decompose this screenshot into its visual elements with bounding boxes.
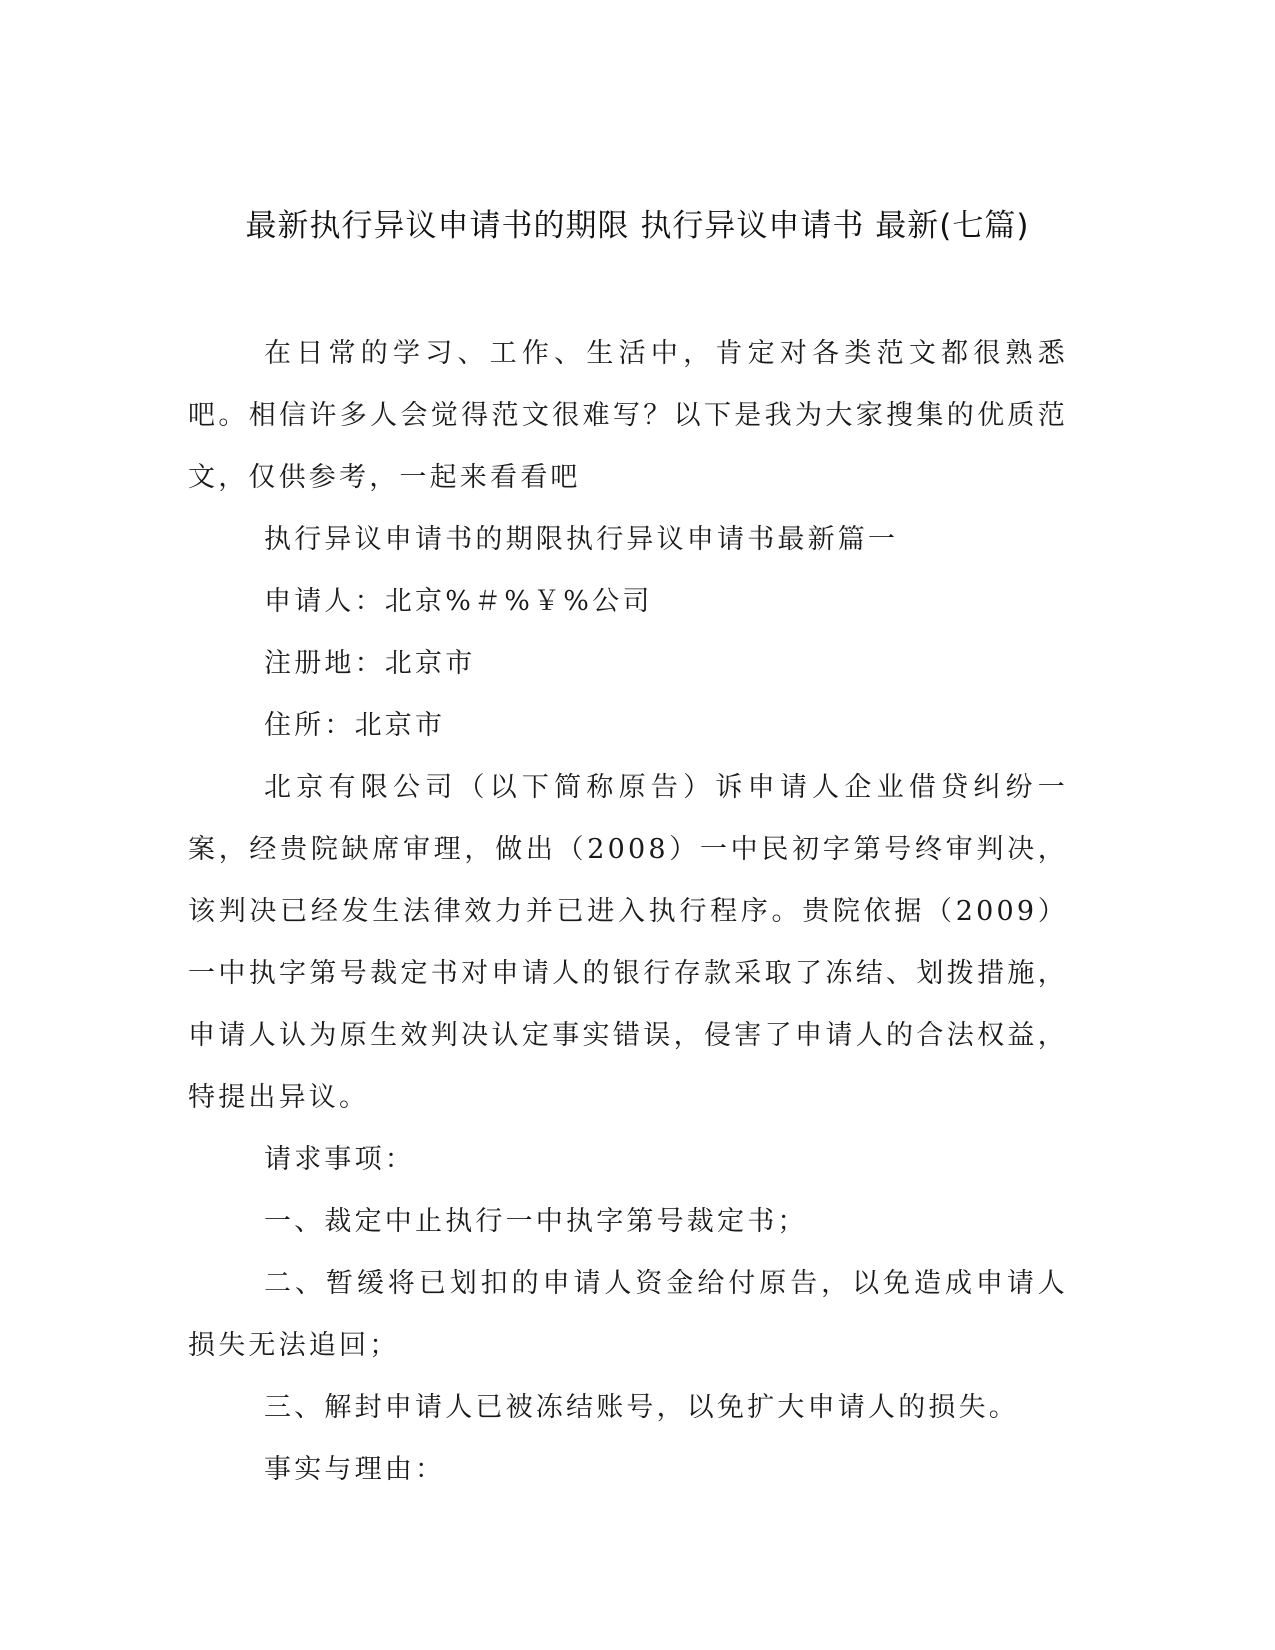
document-body	[188, 323, 1068, 1501]
request-item-2: 二、暂缓将已划扣的申请人资金给付原告，以免造成申请人损失无法追回；	[188, 1268, 1068, 1361]
document-title: 最新执行异议申请书的期限 执行异议申请书 最新(七篇)	[245, 208, 1030, 244]
case-background-paragraph: 北京有限公司（以下简称原告）诉申请人企业借贷纠纷一案，经贵院缺席审理，做出（2008）一中民初字第号终审判决，该判决已经发生法律效力并已进入执行程序。贵院依据（2009）一中执字第号裁定书对申请人的银行存款采取了冻结、划拨措施，申请人认为原生效判决认定事实错误，侵害了申请人的合法权益，特提出异议。	[188, 772, 1068, 1113]
request-item-3: 三、解封申请人已被冻结账号，以免扩大申请人的损失。	[264, 1392, 1019, 1423]
facts-reasons-heading: 事实与理由：	[264, 1454, 446, 1485]
residence-line: 住所：北京市	[264, 710, 446, 741]
request-item-1: 一、裁定中止执行一中执字第号裁定书；	[264, 1206, 808, 1237]
section-heading: 执行异议申请书的期限执行异议申请书最新篇一	[264, 524, 899, 555]
applicant-line: 申请人：北京%＃%￥%公司	[264, 586, 653, 617]
registered-address-line: 注册地：北京市	[264, 648, 476, 679]
requests-heading: 请求事项：	[264, 1144, 415, 1175]
intro-paragraph: 在日常的学习、工作、生活中，肯定对各类范文都很熟悉吧。相信许多人会觉得范文很难写？以下是我为大家搜集的优质范文，仅供参考，一起来看看吧	[188, 338, 1068, 493]
